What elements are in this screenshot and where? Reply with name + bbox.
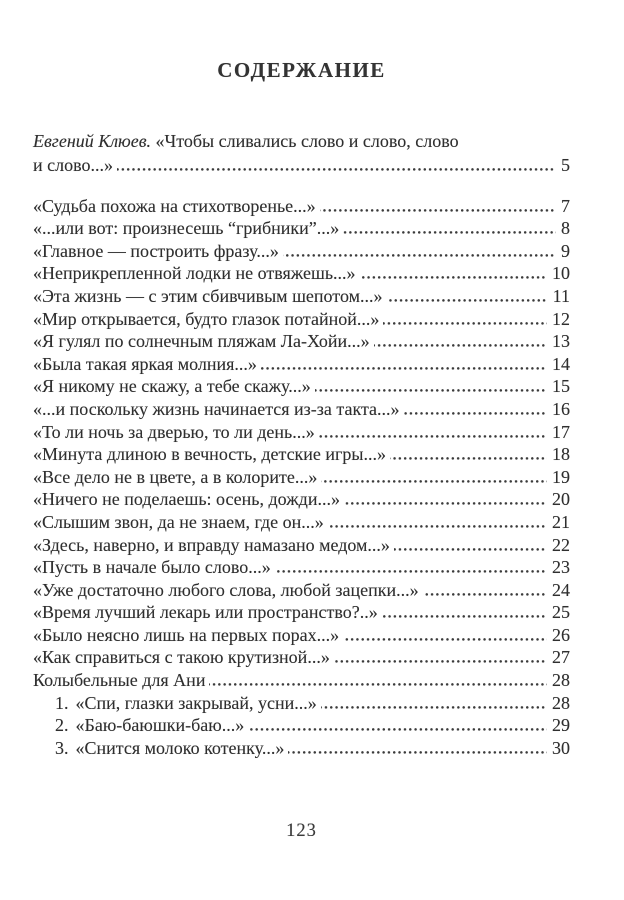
toc-entry bbox=[33, 195, 570, 218]
toc-subentry-label: «Баю-баюшки-баю...» bbox=[75, 715, 245, 736]
toc-lead-entry bbox=[33, 129, 570, 177]
toc-subentry-page: 30 bbox=[552, 737, 570, 758]
dot-leader bbox=[383, 322, 547, 325]
toc-entry-label: «Я гулял по солнечным пляжам Ла-Хойи...» bbox=[33, 331, 370, 352]
toc-entry-label: «Слышим звон, да не знаем, где он...» bbox=[33, 511, 324, 532]
toc-entry bbox=[33, 534, 570, 557]
toc-subentry-number: 3. bbox=[55, 737, 69, 758]
dot-leader bbox=[344, 502, 547, 505]
toc-entry-page: 25 bbox=[552, 602, 570, 623]
toc-entry-label: «Я никому не скажу, а тебе скажу...» bbox=[33, 376, 311, 397]
toc-entry-page: 18 bbox=[552, 444, 570, 465]
toc-entry-page: 22 bbox=[552, 534, 570, 555]
toc-entry bbox=[33, 601, 570, 624]
toc-entry-page: 14 bbox=[552, 353, 570, 374]
toc-entry-label: «Уже достаточно любого слова, любой зацепки...» bbox=[33, 579, 419, 600]
toc-subentry-page: 29 bbox=[552, 715, 570, 736]
toc-entry-label: «Время лучший лекарь или пространство?..» bbox=[33, 602, 378, 623]
toc-entry bbox=[33, 511, 570, 534]
dot-leader bbox=[360, 276, 547, 279]
dot-leader bbox=[387, 299, 548, 302]
dot-leader bbox=[374, 344, 547, 347]
toc-entry-page: 23 bbox=[552, 557, 570, 578]
toc-entry bbox=[33, 330, 570, 353]
dot-leader bbox=[320, 209, 556, 212]
toc-entry-page: 26 bbox=[552, 624, 570, 645]
toc-entry-label: «То ли ночь за дверью, то ли день...» bbox=[33, 421, 315, 442]
toc-list bbox=[33, 195, 570, 760]
toc-entry-page: 13 bbox=[552, 331, 570, 352]
toc-entry bbox=[33, 443, 570, 466]
toc-lead-title-wrap: и слово...» bbox=[33, 155, 113, 175]
dot-leader bbox=[328, 525, 547, 528]
toc-lead-line2 bbox=[33, 154, 570, 177]
toc-subentry-label: «Спи, глазки закрывай, усни...» bbox=[75, 692, 317, 713]
page-title: СОДЕРЖАНИЕ bbox=[217, 58, 386, 82]
dot-leader bbox=[261, 367, 547, 370]
toc-entry-label: «Главное — построить фразу...» bbox=[33, 240, 279, 261]
toc-entry bbox=[33, 375, 570, 398]
toc-entry-page: 17 bbox=[552, 421, 570, 442]
dot-leader bbox=[315, 389, 547, 392]
dot-leader bbox=[283, 254, 556, 257]
toc-subentry-number: 1. bbox=[55, 692, 69, 713]
dot-leader bbox=[343, 638, 547, 641]
dot-leader bbox=[248, 728, 547, 731]
toc-lead-line1 bbox=[33, 129, 570, 154]
toc-entry-label: «Эта жизнь — с этим сбивчивым шепотом...» bbox=[33, 285, 383, 306]
toc-entry bbox=[33, 421, 570, 444]
toc-entry-page: 21 bbox=[552, 511, 570, 532]
toc-entry-page: 15 bbox=[552, 376, 570, 397]
toc-entry-page: 8 bbox=[561, 218, 570, 239]
dot-leader bbox=[275, 570, 547, 573]
toc-lead-author: Евгений Клюев. bbox=[33, 131, 152, 151]
toc-entry bbox=[33, 624, 570, 647]
toc-entry bbox=[33, 398, 570, 421]
toc-entry-label: «...или вот: произнесешь “грибники”...» bbox=[33, 218, 340, 239]
toc-entry-page: 11 bbox=[552, 285, 570, 306]
dot-leader bbox=[209, 683, 547, 686]
toc-entry-label: «Была такая яркая молния...» bbox=[33, 353, 257, 374]
toc-entry bbox=[33, 353, 570, 376]
dot-leader bbox=[117, 168, 556, 171]
toc-entry bbox=[33, 262, 570, 285]
toc-lead-title: «Чтобы сливались слово и слово, слово bbox=[155, 131, 459, 151]
toc-entry-page: 24 bbox=[552, 579, 570, 600]
toc-entry-label: Колыбельные для Ани bbox=[33, 670, 206, 691]
toc-entry-label: «Судьба похожа на стихотворенье...» bbox=[33, 195, 316, 216]
toc-entry-page: 19 bbox=[552, 466, 570, 487]
toc-entry-page: 28 bbox=[552, 670, 570, 691]
toc-subentry-label: «Снится молоко котенку...» bbox=[75, 737, 285, 758]
dot-leader bbox=[288, 751, 547, 754]
toc-entry bbox=[33, 579, 570, 602]
dot-leader bbox=[334, 660, 547, 663]
toc-entry-label: «Здесь, наверно, и вправду намазано медом...» bbox=[33, 534, 390, 555]
toc-entry bbox=[33, 669, 570, 692]
toc-entry bbox=[33, 240, 570, 263]
dot-leader bbox=[343, 231, 556, 234]
toc-entry-page: 7 bbox=[561, 195, 570, 216]
toc-lead-page: 5 bbox=[561, 155, 570, 175]
toc-subentry-page: 28 bbox=[552, 692, 570, 713]
toc-subentry-number: 2. bbox=[55, 715, 69, 736]
dot-leader bbox=[321, 480, 547, 483]
dot-leader bbox=[319, 435, 547, 438]
toc-entry bbox=[33, 308, 570, 331]
toc-entry bbox=[33, 556, 570, 579]
toc-entry-label: «Мир открывается, будто глазок потайной...» bbox=[33, 308, 380, 329]
toc-subentry bbox=[33, 714, 570, 737]
toc-entry-label: «Ничего не поделаешь: осень, дожди...» bbox=[33, 489, 340, 510]
toc-entry-page: 16 bbox=[552, 398, 570, 419]
dot-leader bbox=[390, 457, 547, 460]
toc-entry-label: «Было неясно лишь на первых порах...» bbox=[33, 624, 340, 645]
toc-entry-label: «Пусть в начале было слово...» bbox=[33, 557, 271, 578]
toc-entry-page: 27 bbox=[552, 647, 570, 668]
toc-entry-label: «Неприкрепленной лодки не отвяжешь...» bbox=[33, 263, 356, 284]
dot-leader bbox=[321, 706, 547, 709]
toc-entry bbox=[33, 488, 570, 511]
toc-entry bbox=[33, 466, 570, 489]
toc-entry-label: «Все дело не в цвете, а в колорите...» bbox=[33, 466, 318, 487]
toc-entry-page: 20 bbox=[552, 489, 570, 510]
folio-page-number: 123 bbox=[286, 821, 317, 842]
toc-entry-page: 10 bbox=[552, 263, 570, 284]
toc-subentry bbox=[33, 692, 570, 715]
dot-leader bbox=[382, 615, 547, 618]
toc-entry-label: «Минута длиною в вечность, детские игры...» bbox=[33, 444, 387, 465]
toc-entry-label: «Как справиться с такою крутизной...» bbox=[33, 647, 330, 668]
toc-entry-label: «...и поскольку жизнь начинается из-за такта...» bbox=[33, 398, 400, 419]
toc-entry bbox=[33, 217, 570, 240]
toc-entry bbox=[33, 285, 570, 308]
dot-leader bbox=[394, 548, 547, 551]
toc-entry-page: 9 bbox=[561, 240, 570, 261]
dot-leader bbox=[404, 412, 547, 415]
toc-entry bbox=[33, 646, 570, 669]
dot-leader bbox=[423, 593, 547, 596]
toc-subentry bbox=[33, 737, 570, 760]
toc-entry-page: 12 bbox=[552, 308, 570, 329]
